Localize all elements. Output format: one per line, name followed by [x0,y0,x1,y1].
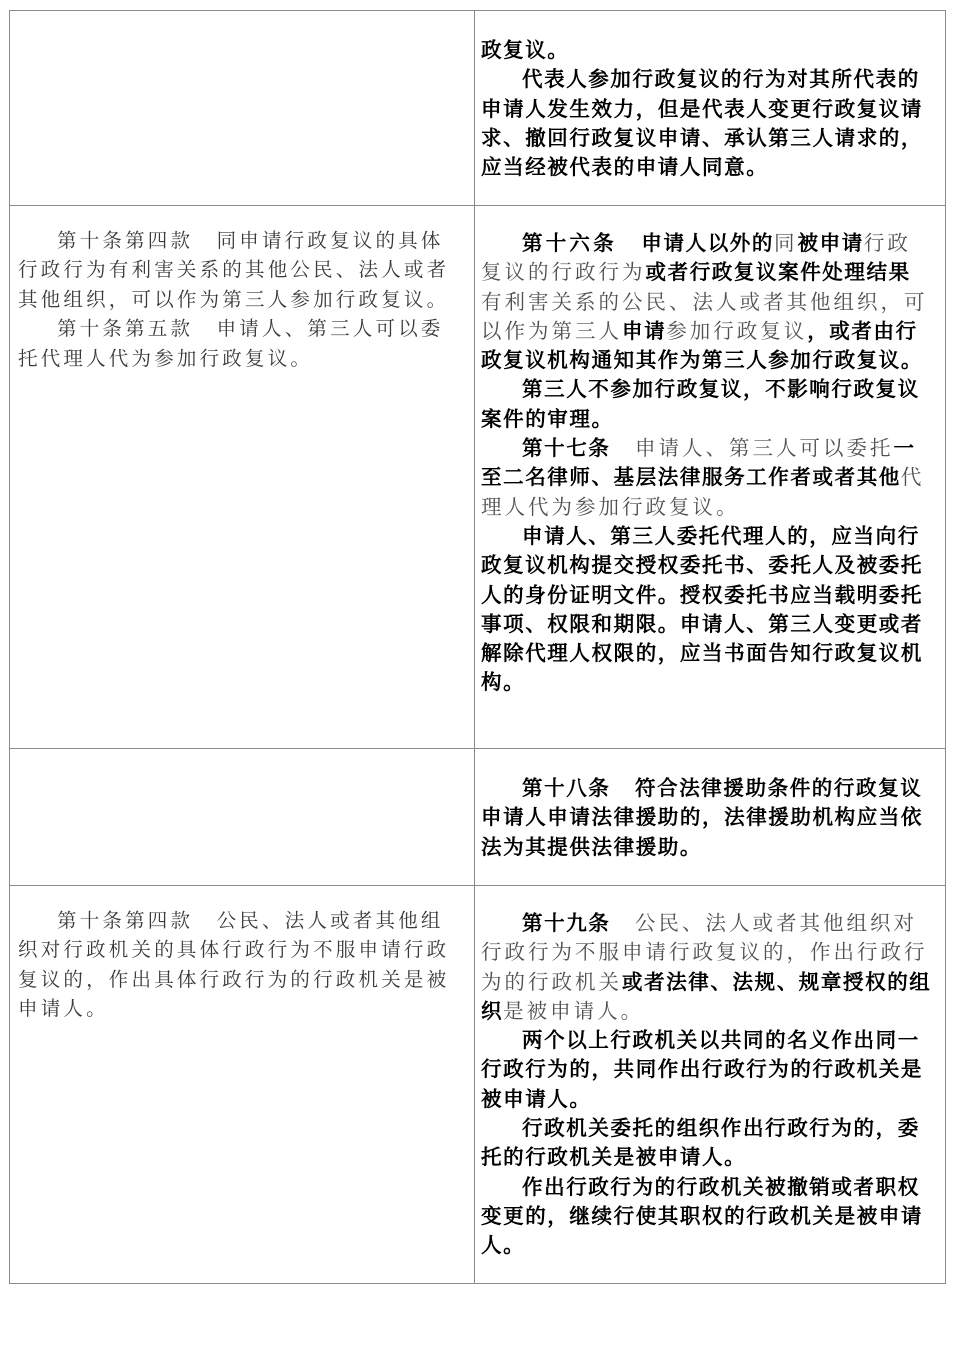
old-provision-cell [10,206,475,749]
text-segment: 两个以上行政机关以共同的名义作出同一行政行为的，共同作出行政行为的行政机关是被申请人。 [481,1028,923,1111]
text-segment: 第十六条 [522,231,617,255]
provision-paragraph [481,909,933,1026]
new-provision-cell [475,11,946,206]
provision-paragraph [18,226,466,314]
table-row [10,886,946,1284]
text-segment: 被申请 [797,231,864,255]
text-segment: 申请人、第三人委托代理人的，应当向行政复议机构提交授权委托书、委托人及被委托人的身份证明文件。授权委托书应当载明委托事项、权限和期限。申请人、第三人变更或者解除代理人权限的，应当书面告知行政复议机构。 [481,523,923,695]
provision-paragraph [481,774,933,862]
table-row [10,11,946,206]
provision-paragraph [481,65,933,182]
text-segment: 申请人以外的 [641,231,775,255]
text-segment: 第十九条 [522,911,611,935]
table-row [10,206,946,749]
text-segment: ，或者由行政复议机构通知其作为第三人参加行政复议。 [481,318,923,373]
comparison-table [9,10,946,1284]
text-segment: 参加行政复议 [666,318,808,343]
text-segment: 政复议。 [481,38,570,62]
provision-paragraph [18,314,466,373]
table-row [10,749,946,886]
provision-paragraph [481,522,933,698]
provision-paragraph [481,36,933,65]
provision-paragraph [481,1026,933,1114]
text-segment: 第十七条 [522,436,611,461]
text-segment: 有利害关系的公民、法人或者其他组织，可以作为第三人 [481,289,928,343]
text-segment: 申请人、第三人可以委托代理人代为参加行政复议。 [18,317,444,370]
text-segment: 符合法律援助条件的行政复议申请人申请法律援助的，法律援助机构应当依法为其提供法律援助。 [481,776,923,859]
text-segment: 第三人不参加行政复议，不影响行政复议案件的审理。 [481,377,920,431]
text-segment: 或者法律、法规、规章授权的组织 [481,969,932,1023]
new-provision-cell [475,206,946,749]
text-segment: 第十条第五款 [57,317,194,341]
text-segment: 申请 [622,318,667,343]
text-segment: 是被申请人。 [503,998,645,1023]
new-provision-cell [475,749,946,886]
text-segment: 行政机关委托的组织作出行政行为的，委托的行政机关是被申请人。 [481,1116,920,1170]
provision-paragraph [481,434,933,522]
text-segment: 第十条第四款 [57,229,194,252]
provision-paragraph [18,906,466,1024]
text-segment: 第十条第四款 [57,909,194,932]
new-provision-cell [475,886,946,1284]
old-provision-cell [10,886,475,1284]
old-provision-cell [10,749,475,886]
text-segment: 代表人参加行政复议的行为对其所代表的申请人发生效力，但是代表人变更行政复议请求、撤回行政复议申请、承认第三人请求的，应当经被代表的申请人同意。 [481,67,923,180]
provision-paragraph [481,1173,933,1261]
provision-paragraph [481,229,933,375]
text-segment: 同申请行政复议的具体行政行为有利害关系的其他公民、法人或者其他组织，可以作为第三人参加行政复议。 [18,229,450,311]
text-segment: 或者行政复议案件处理结果 [645,260,911,285]
text-segment: 行政复议的行政行为 [481,231,911,285]
text-segment: 公民、法人或者其他组织对行政机关的具体行政行为不服申请行政复议的，作出具体行政行为的行政机关是被申请人。 [18,909,450,1021]
text-segment: 同 [774,231,798,255]
provision-paragraph [481,1114,933,1173]
text-segment: 代理人代为参加行政复议。 [481,465,925,519]
text-segment: 公民、法人或者其他组织对行政行为不服申请行政复议的，作出行政行为的行政机关 [481,911,928,994]
provision-paragraph [481,375,933,434]
text-segment: 作出行政行为的行政机关被撤销或者职权变更的，继续行使其职权的行政机关是被申请人。 [481,1174,923,1258]
text-segment: 申请人、第三人可以委托 [635,436,894,461]
text-segment: 一至二名律师、基层法律服务工作者或者其他 [481,436,916,490]
text-segment: 第十八条 [522,776,611,800]
old-provision-cell [10,11,475,206]
